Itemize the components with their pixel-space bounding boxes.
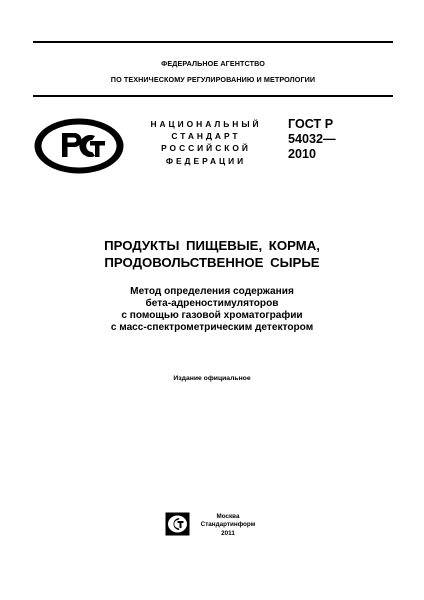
standard-code-line3: 2010: [288, 147, 317, 161]
standard-line-2: СТАНДАРТ: [171, 131, 241, 142]
publisher-info: [196, 513, 260, 538]
subtitle-line4: с масс-спектрометрическим детектором: [110, 322, 314, 333]
document-title-line1: ПРОДУКТЫ ПИЩЕВЫЕ, КОРМА,: [104, 238, 320, 253]
agency-name-line2: ПО ТЕХНИЧЕСКОМУ РЕГУЛИРОВАНИЮ И МЕТРОЛОГИИ: [110, 75, 316, 84]
publisher-name: Стандартинформ: [200, 521, 256, 529]
standard-line-1: НАЦИОНАЛЬНЫЙ: [150, 119, 262, 129]
pct-certification-logo-icon: [33, 117, 125, 175]
subtitle-line1: Метод определения содержания: [130, 286, 294, 297]
top-rule: [33, 41, 393, 43]
standard-code-line1: ГОСТ Р: [288, 117, 334, 131]
standartinform-logo-icon: [165, 512, 190, 536]
edition-label: Издание официальное: [173, 375, 251, 382]
standard-line-3: РОССИЙСКОЙ: [161, 143, 251, 154]
subtitle-line3: с помощью газовой хроматографии: [121, 310, 303, 321]
standard-code-line2: 54032—: [288, 132, 336, 146]
publisher-city: Москва: [216, 513, 240, 520]
national-standard-label: [138, 118, 274, 167]
publisher-year: 2011: [221, 529, 235, 537]
document-title-line2: ПРОДОВОЛЬСТВЕННОЕ СЫРЬЕ: [104, 255, 320, 270]
header-rule: [33, 95, 393, 97]
subtitle-line2: бета-адреностимуляторов: [145, 298, 279, 309]
agency-name-line1: ФЕДЕРАЛЬНОЕ АГЕНТСТВО: [161, 59, 265, 68]
standard-code: [288, 117, 388, 162]
standard-line-4: ФЕДЕРАЦИИ: [165, 155, 247, 166]
